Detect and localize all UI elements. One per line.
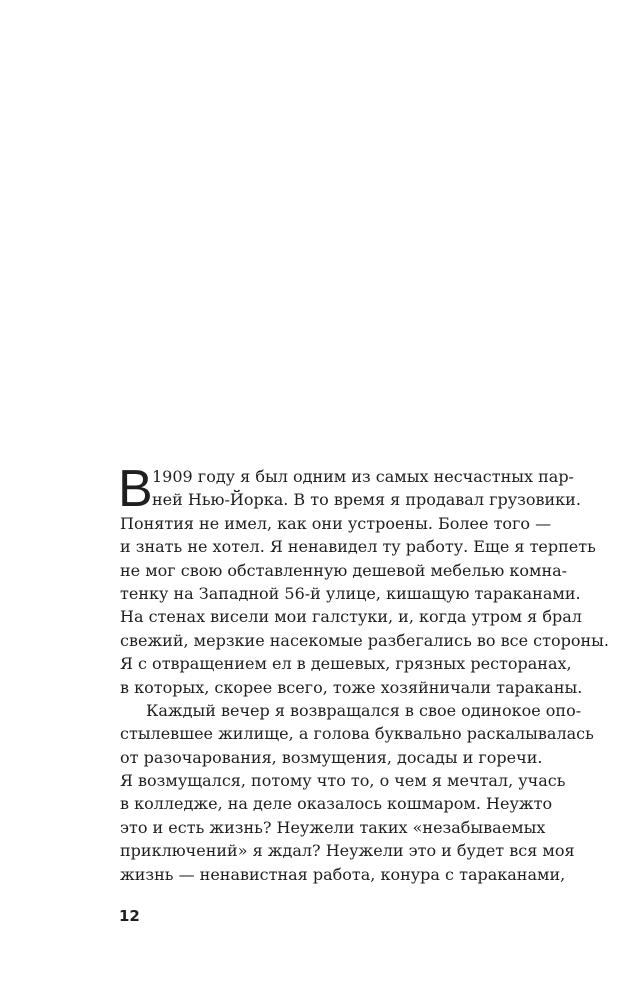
body-text <box>118 460 609 886</box>
text-line: Понятия не имел, как они устроены. Более того — <box>120 513 552 533</box>
text-line: Каждый вечер я возвращался в свое одинокое опо- <box>146 700 582 720</box>
text-line: это и есть жизнь? Неужели таких «незабываемых <box>120 817 546 837</box>
text-line: Я возмущался, потому что то, о чем я мечтал, учась <box>120 771 566 791</box>
text-line: тенку на Западной 56-й улице, кишащую тараканами. <box>120 583 581 603</box>
page-number: 12 <box>119 907 140 925</box>
drop-cap: В <box>118 460 153 518</box>
text-line: Я с отвращением ел в дешевых, грязных ресторанах, <box>120 654 572 674</box>
text-line: жизнь — ненавистная работа, конура с тараканами, <box>120 864 566 884</box>
text-line: в колледже, на деле оказалось кошмаром. Неужто <box>120 794 553 814</box>
text-line: в которых, скорее всего, тоже хозяйничали тараканы. <box>120 677 583 697</box>
text-line: не мог свою обставленную дешевой мебелью комна- <box>120 560 568 580</box>
text-line: свежий, мерзкие насекомые разбегались во все стороны. <box>120 630 609 650</box>
text-line: и знать не хотел. Я ненавидел ту работу. Еще я терпеть <box>120 537 596 557</box>
text-line-content: 1909 году я был одним из самых несчастных пар- <box>152 467 574 486</box>
text-line: от разочарования, возмущения, досады и горечи. <box>120 747 543 767</box>
text-line: приключений» я ждал? Неужели это и будет вся моя <box>120 841 575 861</box>
text-line: ней Нью-Йорка. В то время я продавал грузовики. <box>152 490 581 510</box>
text-line: стылевшее жилище, а голова буквально раскалывалась <box>120 724 594 744</box>
text-line: На стенах висели мои галстуки, и, когда утром я брал <box>120 607 582 627</box>
